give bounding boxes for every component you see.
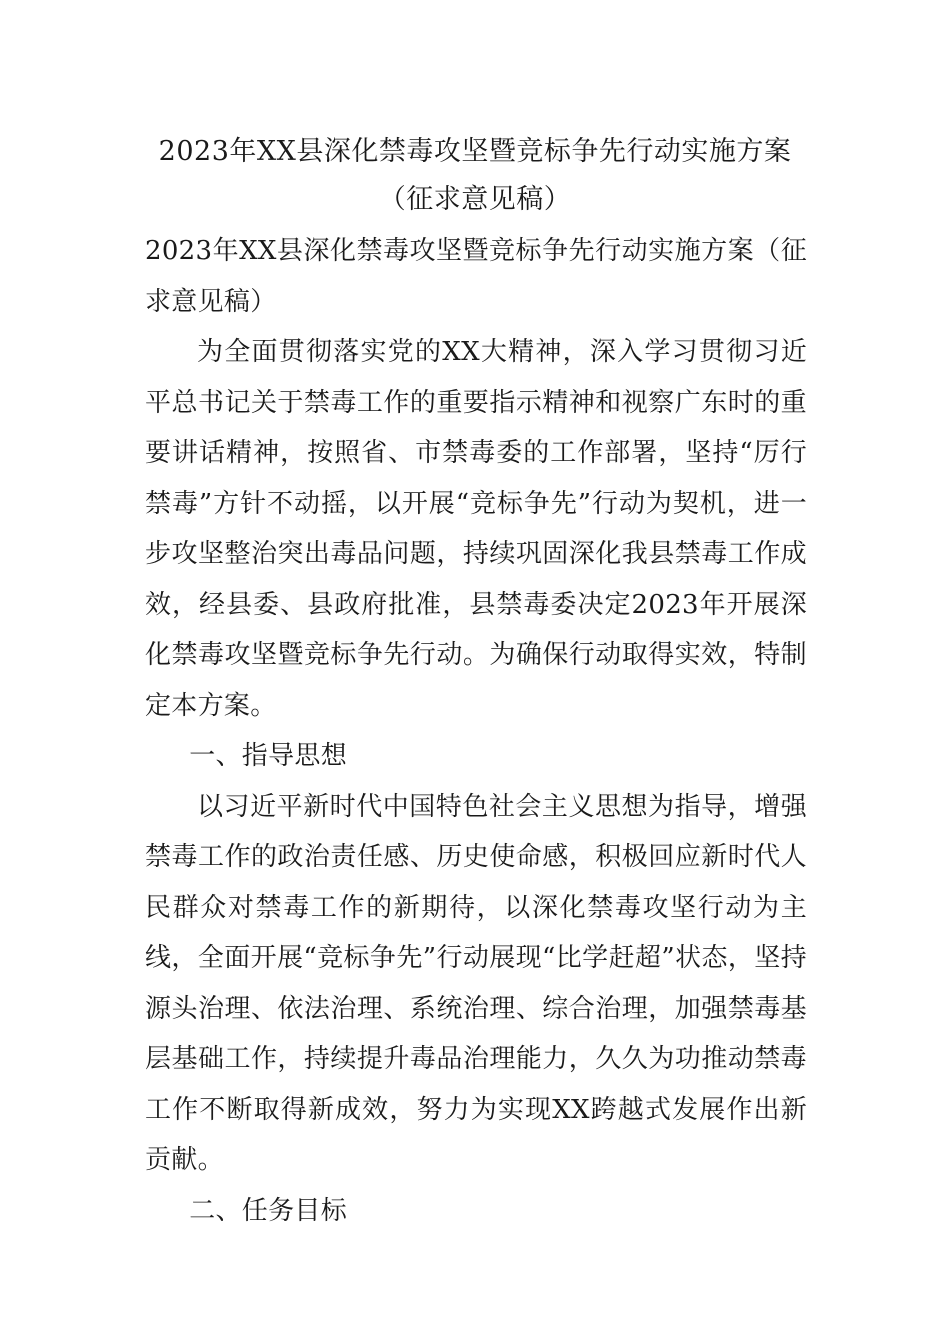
intro-paragraph: 为全面贯彻落实党的XX大精神，深入学习贯彻习近平总书记关于禁毒工作的重要指示精神和视察广东时的重要讲话精神，按照省、市禁毒委的工作部署，坚持“厉行禁毒”方针不动摇，以开展“竞标争先”行动为契机，进一步攻坚整治突出毒品问题，持续巩固深化我县禁毒工作成效，经县委、县政府批准，县禁毒委决定2023年开展深化禁毒攻坚暨竞标争先行动。为确保行动取得实效，特制定本方案。 xyxy=(145,337,807,721)
document-body xyxy=(145,226,807,1236)
section-heading-task-objectives: 二、任务目标 xyxy=(189,1195,347,1226)
section-heading-guiding-ideology: 一、指导思想 xyxy=(189,741,347,771)
document-subtitle: 2023年XX县深化禁毒攻坚暨竞标争先行动实施方案（征求意见稿） xyxy=(145,236,807,317)
document-title: 2023年XX县深化禁毒攻坚暨竞标争先行动实施方案（征求意见稿） xyxy=(158,136,792,215)
guiding-ideology-paragraph: 以习近平新时代中国特色社会主义思想为指导，增强禁毒工作的政治责任感、历史使命感，积极回应新时代人民群众对禁毒工作的新期待，以深化禁毒攻坚行动为主线，全面开展“竞标争先”行动展现“比学赶超”状态，坚持源头治理、依法治理、系统治理、综合治理，加强禁毒基层基础工作，持续提升毒品治理能力，久久为功推动禁毒工作不断取得新成效，努力为实现XX跨越式发展作出新贡献。 xyxy=(145,791,807,1175)
